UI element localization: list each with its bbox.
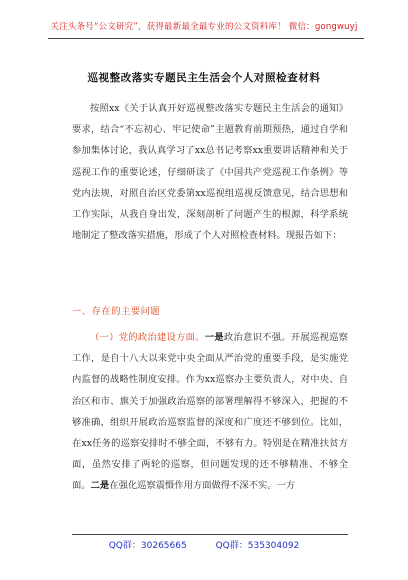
point1-lead: 一是 [204,332,224,343]
body-paragraph [72,327,348,497]
point2-lead: 二是 [90,480,110,492]
intro-paragraph: 按照xx《关于认真开好巡视整改落实专题民主生活会的通知》要求，结合“不忘初心、牢记使命”主题教育前期预热，通过自学和参加集体讨论，我认真学习了xx总书记考察xx重要讲话精神和关于巡视工作的重要论述，仔细研读了《中国共产党巡视工作条例》等党内法规，对照自治区党委第xx巡视组巡视反馈意见，结合思想和工作实际，从我自身出发，深刻剖析了问题产生的根源，科学系统地制定了整改落实措施，形成了个人对照检查材料。现报告如下： [72,103,348,242]
header-banner: 关注头条号“公文研究”，获得最新最全最专业的公文资料库！ 微信：gongwuyj [50,22,358,32]
document-title: 巡视整改落实专题民主生活会个人对照检查材料 [87,72,321,84]
section-heading: 一、存在的主要问题 [72,306,161,317]
header-divider [48,38,364,39]
point1-text: 政治意识不强。开展巡视巡察工作，是自十八大以来党中央全面从严治党的重要手段，是实施党内监督的战略性制度安排。作为xx巡察办主要负责人，对中央、自治区和市、旗关于加强政治巡察的部署理解得不够深入，把握的不够准确，组织开展政治巡察监督的深度和广度还不够到位。比如，在xx任务的巡察安排时不够全面，不够有力。特别是在精准扶贫方面，虽然安排了两轮的巡察，但问题发现的还不够精准、不够全面。 [72,332,348,492]
point2-text: 在强化巡察震慑作用方面做得不深不实。一方 [109,480,296,492]
footer-divider [72,534,348,535]
footer [0,538,408,551]
footer-qq-group-1: QQ群：30265665 [108,541,187,551]
sub-heading: （一）党的政治建设方面。 [90,332,205,343]
footer-qq-group-2: QQ群：535304092 [215,541,300,551]
